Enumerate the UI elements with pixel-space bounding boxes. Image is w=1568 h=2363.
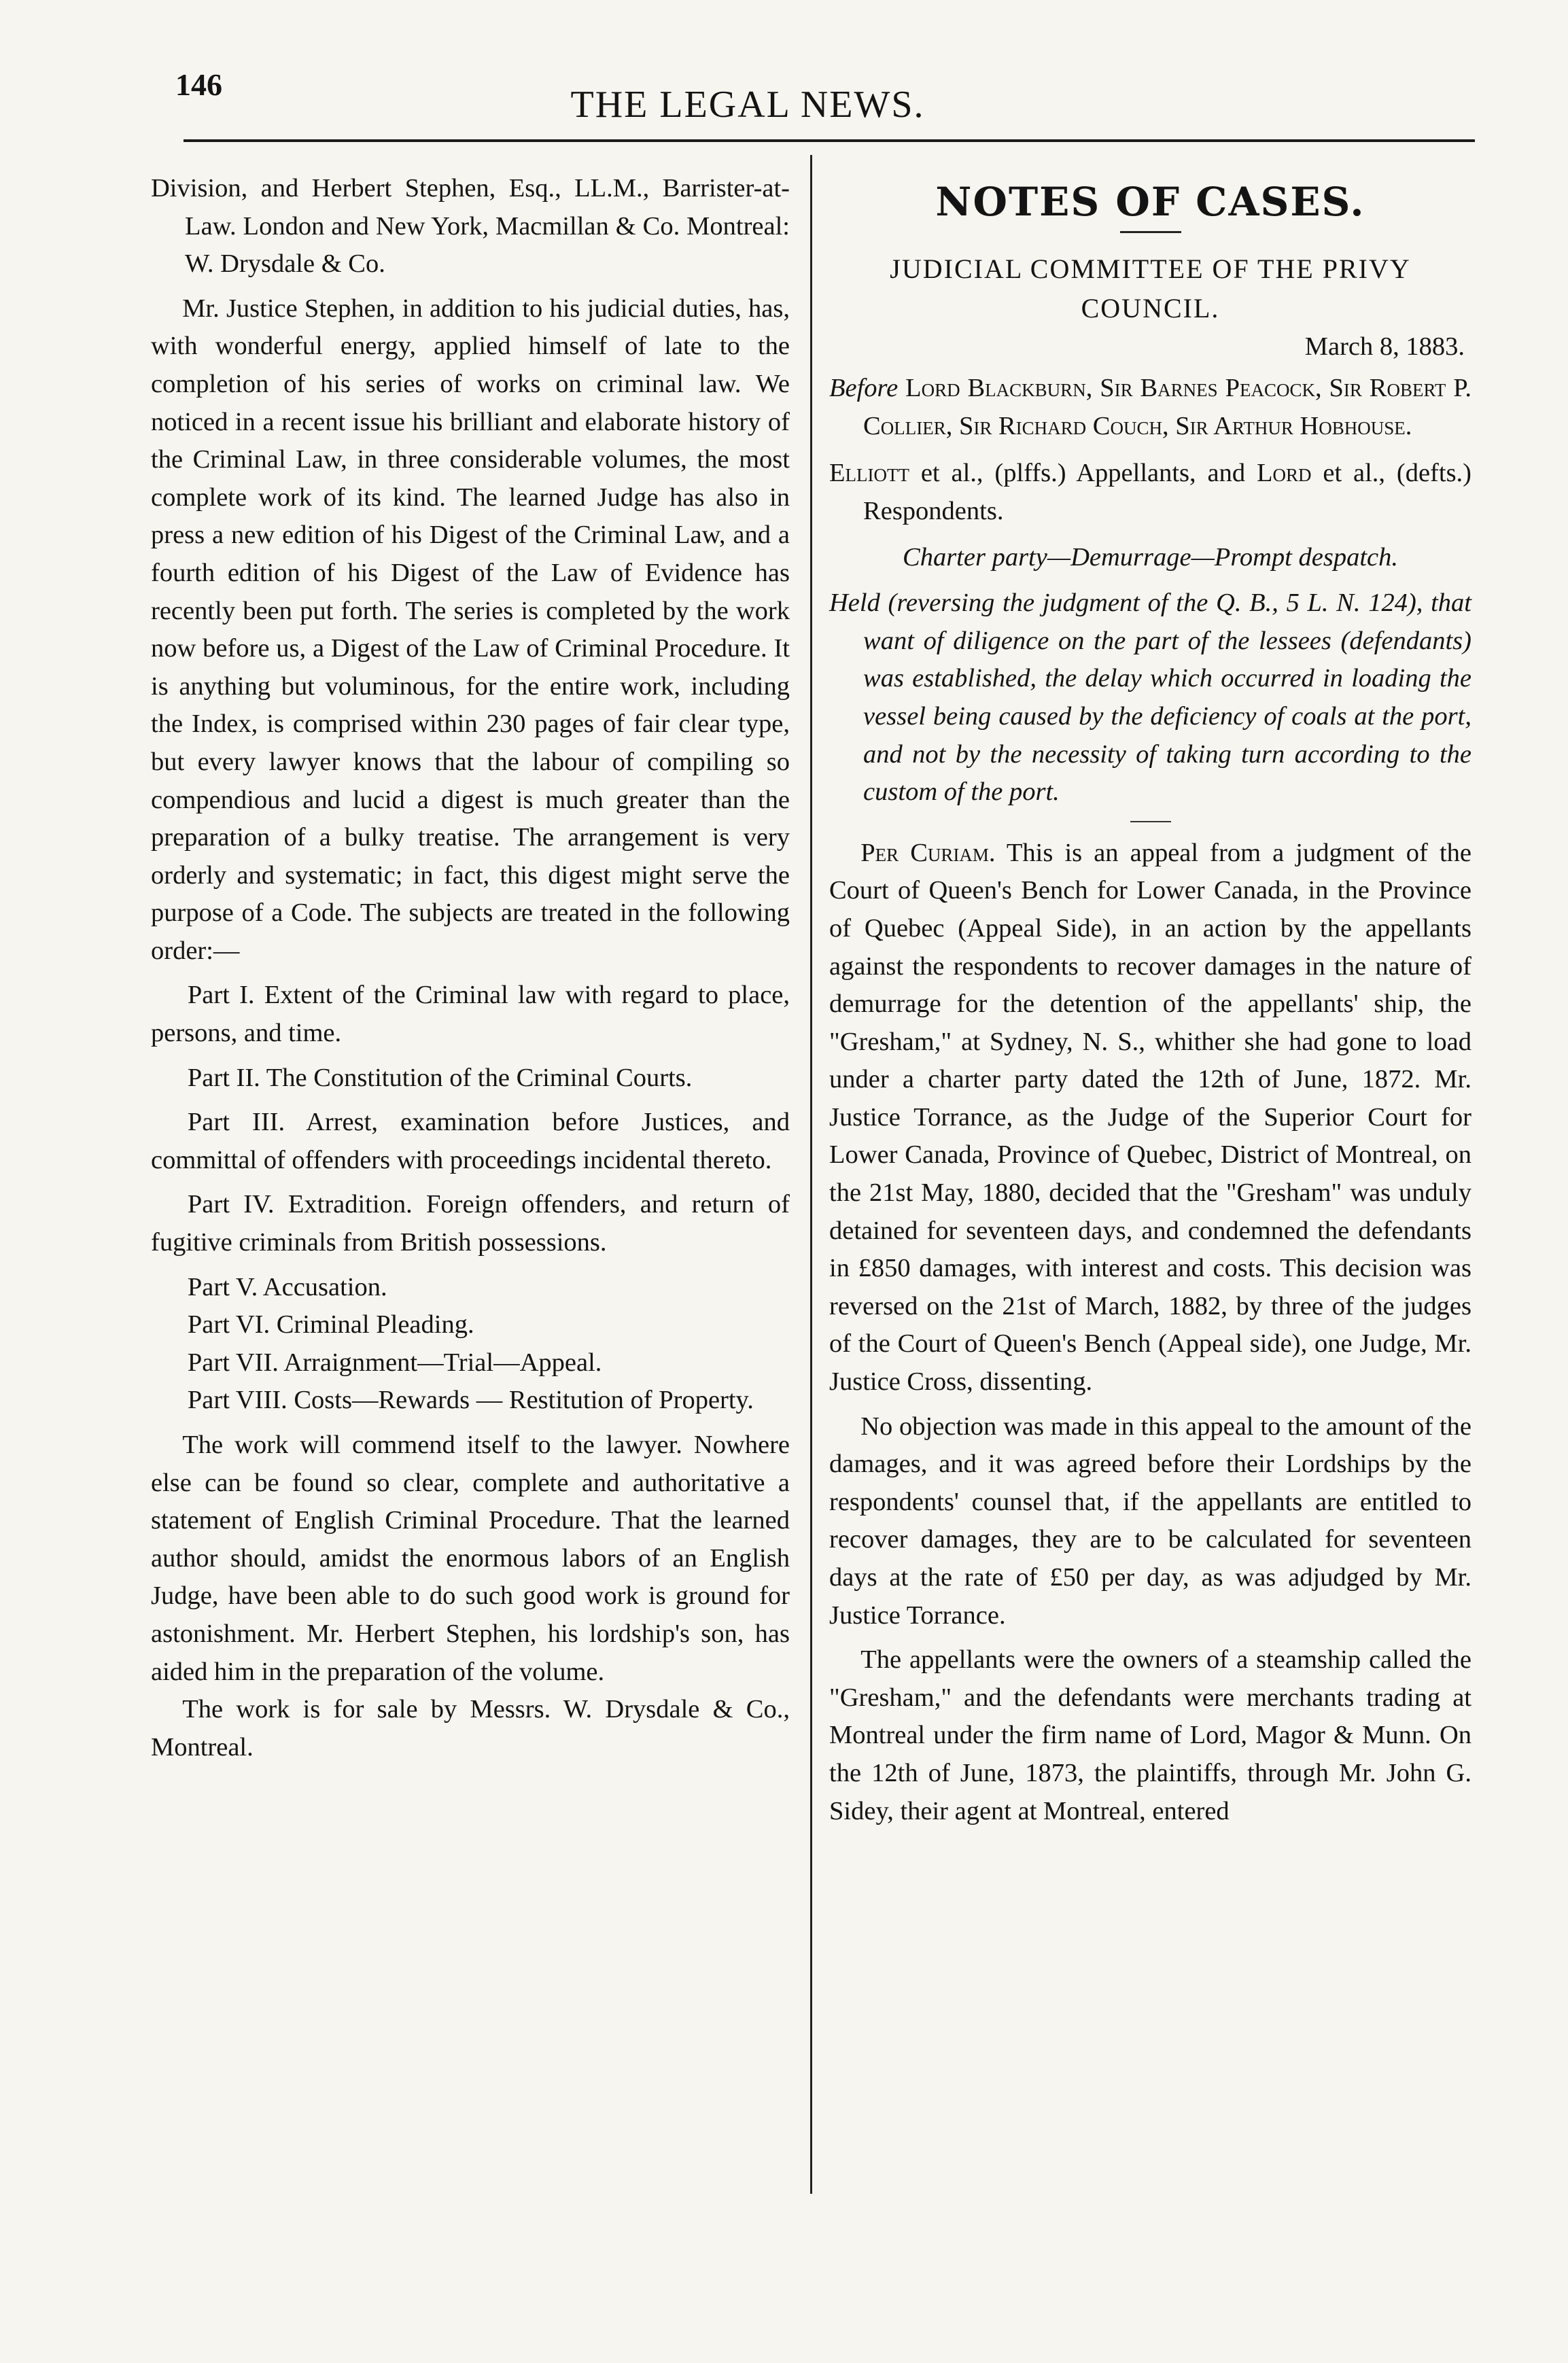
column-divider bbox=[810, 155, 812, 2194]
part-item: Part IV. Extradition. Foreign offenders, and return of fugitive criminals from British possessions. bbox=[151, 1190, 790, 1257]
part-item: Part II. The Constitution of the Criminal Courts. bbox=[187, 1063, 693, 1092]
parties-middle: et al., (plffs.) Appellants, and bbox=[920, 459, 1246, 488]
respondent-name: Lord bbox=[1256, 459, 1312, 488]
parts-list bbox=[151, 977, 790, 1420]
case-subject: Charter party—Demurrage—Prompt despatch. bbox=[903, 542, 1398, 572]
case-date: March 8, 1883. bbox=[1304, 332, 1465, 361]
part-item: Part VII. Arraignment—Trial—Appeal. bbox=[187, 1348, 602, 1377]
review-paragraph: Mr. Justice Stephen, in addition to his judicial duties, has, with wonderful energy, applied himself of late to the completion of his series of works on criminal law. We noticed in a recent issue his brilliant and elaborate history of the Criminal Law, in three considerable volumes, the most complete work of its kind. The learned Judge has also in press a new edition of his Digest of the Criminal Law, and a fourth edition of his Digest of the Law of Evidence has recently been put forth. The series is completed by the work now before us, a Digest of the Law of Criminal Procedure. It is anything but voluminous, for the entire work, including the Index, is comprised within 230 pages of fair clear type, but every lawyer knows that the labour of compiling so compendious and lucid a digest is much greater than the preparation of a bulky treatise. The arrangement is very orderly and systematic; in fact, this digest might serve the purpose of a Code. The subjects are treated in the following order:— bbox=[151, 294, 790, 965]
book-citation-continued: Division, and Herbert Stephen, Esq., LL.M., Barrister-at-Law. London and New York, Macmillan & Co. Montreal: W. Drysdale & Co. bbox=[151, 174, 790, 279]
running-head: THE LEGAL NEWS. bbox=[570, 84, 925, 126]
bench bbox=[829, 370, 1471, 445]
judgment-text: This is an appeal from a judgment of the Court of Queen's Bench for Lower Canada, in the Province of Quebec (Appeal Side), in an action by the appellants against the respondents to recover damages in the nature of demurrage for the detention of the appellants' ship, the "Gresham," at Sydney, N. S., whither she had gone to load under a charter party dated the 12th of June, 1872. Mr. Justice Torrance, as the Judge of the Superior Court for Lower Canada, Province of Quebec, District of Montreal, on the 21st May, 1880, decided that the "Gresham" was unduly detained for seventeen days, and condemned the defendants in £850 damages, with interest and costs. This decision was reversed on the 21st of March, 1882, by three of the judges of the Court of Queen's Bench (Appeal side), one Judge, Mr. Justice Cross, dissenting. bbox=[829, 838, 1471, 1397]
title-rule bbox=[1120, 231, 1181, 233]
section-title: NOTES OF CASES. bbox=[935, 179, 1365, 225]
header-rule bbox=[184, 139, 1475, 142]
judgment-paragraph bbox=[829, 835, 1471, 1401]
judgment-paragraph: No objection was made in this appeal to the amount of the damages, and it was agreed before their Lordships by the respondents' counsel that, if the appellants are entitled to recover damages, they are to be calculated for seventeen days at the rate of £50 per day, as was adjudged by Mr. Justice Torrance. bbox=[829, 1412, 1471, 1630]
page-number: 146 bbox=[175, 67, 222, 102]
part-item: Part I. Extent of the Criminal law with regard to place, persons, and time. bbox=[151, 981, 790, 1048]
appellant-name: Elliott bbox=[829, 459, 909, 488]
per-curiam-label: Per Curiam. bbox=[860, 838, 996, 867]
headnote-rule bbox=[1130, 821, 1171, 822]
sale-notice: The work is for sale by Messrs. W. Drysdale & Co., Montreal. bbox=[151, 1695, 790, 1762]
part-item: Part V. Accusation. bbox=[187, 1272, 387, 1301]
before-label: Before bbox=[829, 374, 899, 403]
judgment-paragraph: The appellants were the owners of a steamship called the "Gresham," and the defendants were merchants trading at Montreal under the firm name of Lord, Magor & Munn. On the 12th of June, 1873, the plaintiffs, through Mr. John G. Sidey, their agent at Montreal, entered bbox=[829, 1645, 1471, 1825]
part-item: Part VIII. Costs—Rewards — Restitution of Property. bbox=[187, 1386, 754, 1415]
judges: Lord Blackburn, Sir Barnes Peacock, Sir Robert P. Collier, Sir Richard Couch, Sir Arthur Hobhouse. bbox=[863, 374, 1472, 440]
part-item: Part III. Arrest, examination before Justices, and committal of offenders with proceedings incidental thereto. bbox=[151, 1108, 790, 1174]
court-name: JUDICIAL COMMITTEE OF THE PRIVY COUNCIL. bbox=[890, 253, 1411, 323]
part-item: Part VI. Criminal Pleading. bbox=[187, 1310, 474, 1340]
review-paragraph: The work will commend itself to the lawyer. Nowhere else can be found so clear, complete and authoritative a statement of English Criminal Procedure. That the learned author should, amidst the enormous labors of an English Judge, have been able to do such good work is ground for astonishment. Mr. Herbert Stephen, his lordship's son, has aided him in the preparation of the volume. bbox=[151, 1431, 790, 1686]
headnote: Held (reversing the judgment of the Q. B., 5 L. N. 124), that want of diligence on the part of the lessees (defendants) was established, the delay which occurred in loading the vessel being caused by the deficiency of coals at the port, and not by the necessity of taking turn according to the custom of the port. bbox=[829, 589, 1471, 807]
right-column bbox=[829, 170, 1471, 1830]
parties-end: et al., (defts.) Respondents. bbox=[863, 459, 1472, 525]
left-column bbox=[151, 170, 790, 1766]
case-parties bbox=[829, 455, 1471, 530]
